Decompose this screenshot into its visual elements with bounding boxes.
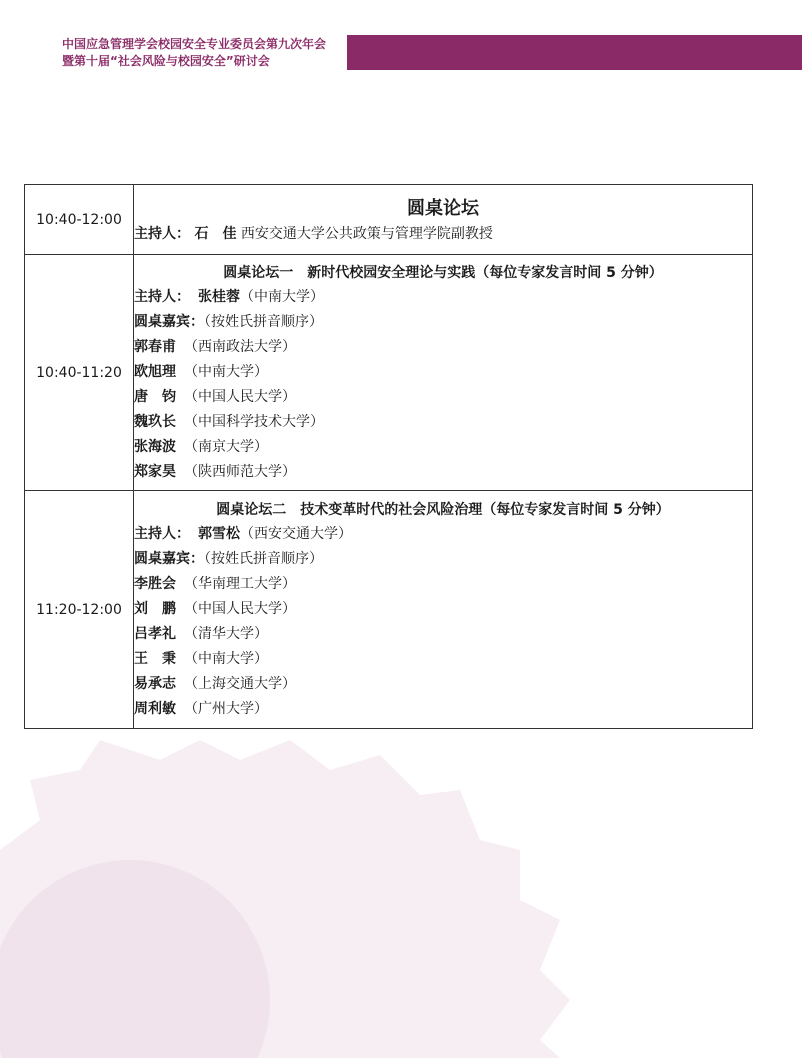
- speaker-item: [134, 435, 752, 460]
- speaker-affiliation: （中南大学）: [184, 363, 268, 380]
- table-row-forum-1: [25, 255, 753, 491]
- host-label: 主持人：: [134, 226, 190, 242]
- speaker-affiliation: （中国人民大学）: [184, 388, 296, 405]
- speaker-item: [134, 460, 752, 485]
- speaker-name: 李胜会: [134, 575, 176, 592]
- speaker-item: [134, 360, 752, 385]
- speaker-name: 郭春甫: [134, 338, 176, 355]
- speaker-item: [134, 597, 752, 622]
- gear-watermark-icon: [0, 700, 802, 1058]
- speaker-item: [134, 335, 752, 360]
- guests-line: [134, 310, 752, 335]
- speaker-item: [134, 622, 752, 647]
- conference-header: [62, 36, 326, 70]
- speaker-name: 欧旭理: [134, 363, 176, 380]
- speaker-item: [134, 385, 752, 410]
- speaker-affiliation: （清华大学）: [184, 625, 268, 642]
- host-label: 主持人：: [134, 288, 190, 305]
- host-name: 张桂蓉: [198, 288, 240, 305]
- roundtable-title: 圆桌论坛: [407, 198, 479, 219]
- host-affiliation: （西安交通大学）: [240, 525, 352, 542]
- forum-cell: [134, 255, 753, 491]
- header-line-2: 暨第十届“社会风险与校园安全”研讨会: [62, 54, 270, 68]
- speaker-name: 魏玖长: [134, 413, 176, 430]
- speaker-name: 唐 钧: [134, 388, 176, 405]
- speaker-affiliation: （中南大学）: [184, 650, 268, 667]
- guests-note: （按姓氏拼音顺序）: [204, 550, 323, 567]
- speaker-affiliation: （中国科学技术大学）: [184, 413, 324, 430]
- speaker-affiliation: （西南政法大学）: [184, 338, 296, 355]
- table-row-roundtable: [25, 185, 753, 255]
- speaker-affiliation: （中国人民大学）: [184, 600, 296, 617]
- roundtable-cell: [134, 185, 753, 255]
- forum-host-line: [134, 522, 752, 547]
- table-row-forum-2: [25, 491, 753, 729]
- guests-line: [134, 547, 752, 572]
- forum-title: 圆桌论坛一 新时代校园安全理论与实践（每位专家发言时间 5 分钟）: [223, 264, 663, 281]
- speaker-affiliation: （南京大学）: [184, 438, 268, 455]
- host-name: 郭雪松: [198, 525, 240, 542]
- forum-host-line: [134, 285, 752, 310]
- speaker-item: [134, 572, 752, 597]
- host-affiliation: （中南大学）: [240, 288, 324, 305]
- speaker-name: 张海波: [134, 438, 176, 455]
- roundtable-host-line: [134, 222, 752, 247]
- header-accent-bar: [347, 35, 802, 70]
- speaker-name: 刘 鹏: [134, 600, 176, 617]
- speaker-affiliation: （上海交通大学）: [184, 675, 296, 692]
- speaker-affiliation: （广州大学）: [184, 700, 268, 717]
- host-name: 石 佳: [194, 226, 237, 242]
- forum-cell: [134, 491, 753, 729]
- speaker-name: 郑家昊: [134, 463, 176, 480]
- schedule-table: [24, 184, 753, 729]
- time-cell: 10:40-12:00: [25, 185, 134, 255]
- speaker-item: [134, 672, 752, 697]
- speaker-name: 易承志: [134, 675, 176, 692]
- speaker-affiliation: （陕西师范大学）: [184, 463, 296, 480]
- speaker-item: [134, 410, 752, 435]
- speaker-name: 吕孝礼: [134, 625, 176, 642]
- forum-title: 圆桌论坛二 技术变革时代的社会风险治理（每位专家发言时间 5 分钟）: [216, 501, 670, 518]
- time-cell: 11:20-12:00: [25, 491, 134, 729]
- speaker-name: 周利敏: [134, 700, 176, 717]
- host-label: 主持人：: [134, 525, 190, 542]
- speaker-name: 王 秉: [134, 650, 176, 667]
- speaker-item: [134, 647, 752, 672]
- guests-note: （按姓氏拼音顺序）: [204, 313, 323, 330]
- guests-label: 圆桌嘉宾：: [134, 313, 204, 330]
- time-cell: 10:40-11:20: [25, 255, 134, 491]
- speaker-affiliation: （华南理工大学）: [184, 575, 296, 592]
- host-affiliation: 西安交通大学公共政策与管理学院副教授: [240, 226, 493, 242]
- speaker-item: [134, 697, 752, 722]
- guests-label: 圆桌嘉宾：: [134, 550, 204, 567]
- header-line-1: 中国应急管理学会校园安全专业委员会第九次年会: [62, 37, 327, 51]
